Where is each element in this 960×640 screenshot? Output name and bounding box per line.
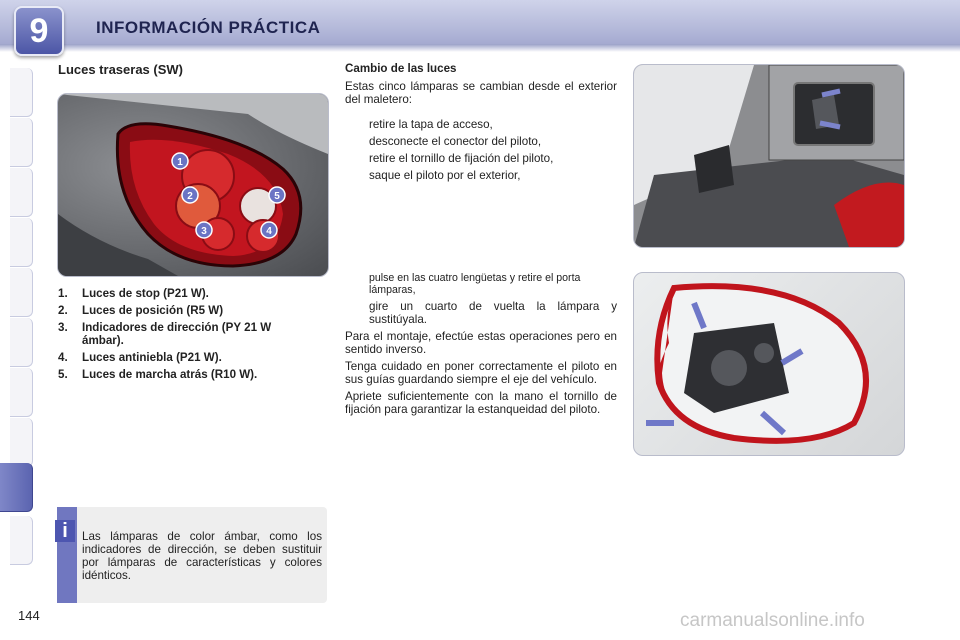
step-item: saque el piloto por el exterior,: [369, 169, 521, 182]
watermark: carmanualsonline.info: [680, 610, 865, 631]
step-item: desconecte el conector del piloto,: [369, 135, 542, 148]
steps-list-b: [345, 272, 617, 326]
lamp-holder-figure: [633, 272, 905, 456]
svg-text:1: 1: [177, 157, 183, 168]
step-item: pulse en las cuatro lengüetas y retire el porta lámparas,: [369, 272, 581, 296]
assembly-paragraph: Para el montaje, efectúe estas operaciones pero en sentido inverso.: [345, 330, 617, 356]
chapter-tab[interactable]: [10, 218, 33, 267]
change-title: Cambio de las luces: [345, 62, 457, 75]
lamp-callout: [269, 187, 285, 203]
chapter-title: INFORMACIÓN PRÁCTICA: [96, 18, 321, 37]
chapter-tab[interactable]: [10, 368, 33, 417]
chapter-tab[interactable]: [10, 418, 33, 467]
change-intro: Estas cinco lámparas se cambian desde el exterior del maletero:: [345, 80, 617, 106]
chapter-tab[interactable]: [10, 516, 33, 565]
steps-list-a: [345, 118, 617, 182]
lamp-callout: [172, 153, 188, 169]
svg-text:3: 3: [201, 226, 207, 237]
lamp-callout: [261, 222, 277, 238]
svg-text:2: 2: [187, 191, 193, 202]
lamp-legend-list: [58, 287, 342, 385]
change-instructions-top: [345, 62, 617, 186]
change-instructions-bottom: [345, 272, 617, 420]
legend-item: 3. Indicadores de dirección (PY 21 W ámbar).: [58, 321, 272, 347]
legend-item: 5. Luces de marcha atrás (R10 W).: [58, 368, 258, 381]
section-title: Luces traseras (SW): [58, 62, 183, 77]
chapter-tab[interactable]: [10, 168, 33, 217]
step-item: retire la tapa de acceso,: [369, 118, 493, 131]
boot-access-figure: [633, 64, 905, 248]
chapter-tab[interactable]: [10, 268, 33, 317]
legend-item: 4. Luces antiniebla (P21 W).: [58, 351, 222, 364]
step-item: retire el tornillo de fijación del piloto,: [369, 152, 554, 165]
step-item: gire un cuarto de vuelta la lámpara y sustitúyala.: [369, 300, 617, 326]
header-shade: [0, 44, 960, 52]
info-text: Las lámparas de color ámbar, como los indicadores de dirección, se deben sustituir por lámparas de características y colores idénticos.: [82, 530, 322, 582]
chapter-tab-active[interactable]: [0, 463, 33, 512]
guides-paragraph: Tenga cuidado en poner correctamente el piloto en sus guías guardando siempre el eje del vehículo.: [345, 360, 617, 386]
chapter-tab[interactable]: [10, 318, 33, 367]
chapter-badge: 9: [14, 6, 64, 56]
page-number: 144: [18, 608, 40, 623]
lamp-callout: [182, 187, 198, 203]
tighten-paragraph: Apriete suficientemente con la mano el tornillo de fijación para garantizar la estanqueidad del piloto.: [345, 390, 617, 416]
rear-lamp-figure: [57, 93, 329, 277]
legend-item: 1. Luces de stop (P21 W).: [58, 287, 209, 300]
svg-text:4: 4: [266, 226, 272, 237]
lamp-callout: [196, 222, 212, 238]
chapter-tab[interactable]: [10, 118, 33, 167]
chapter-tab[interactable]: [10, 68, 33, 117]
info-icon: i: [55, 520, 75, 542]
legend-item: 2. Luces de posición (R5 W): [58, 304, 224, 317]
svg-text:5: 5: [274, 191, 280, 202]
